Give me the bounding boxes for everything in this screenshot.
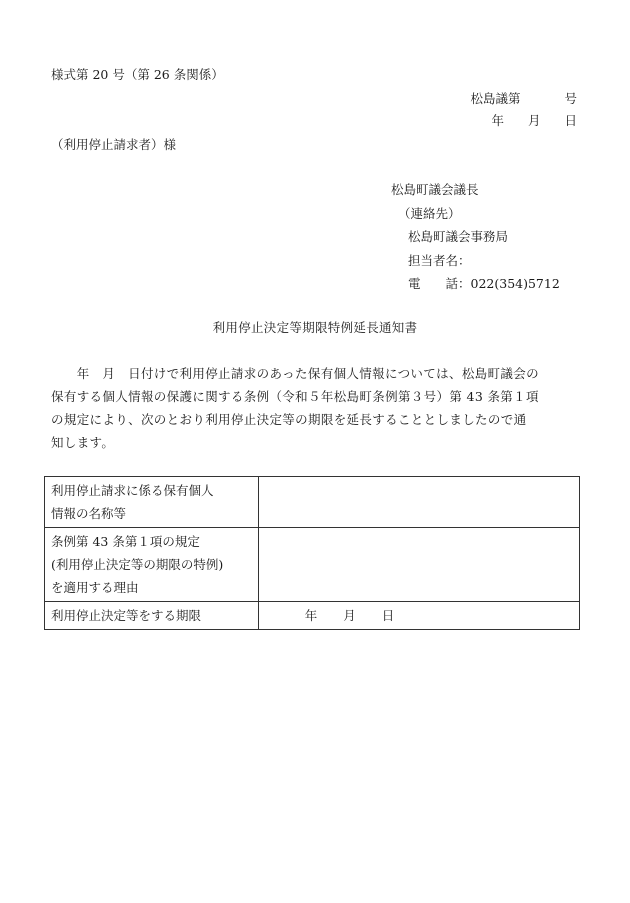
issue-date-year: 年 (491, 113, 504, 128)
contact-label: （連絡先） (398, 205, 461, 221)
document-number-prefix: 松島議第 (470, 91, 521, 106)
body-paragraph (51, 362, 581, 454)
row-value-blank (258, 528, 579, 602)
label-line: 利用停止請求に係る保有個人 (51, 483, 214, 498)
body-line: の規定により、次のとおり利用停止決定等の期限を延長することとしましたので通 (51, 412, 527, 427)
label-line: 情報の名称等 (51, 506, 127, 521)
contact-phone: 電 話：022(354)5712 (408, 276, 560, 291)
label-line: (利用停止決定等の期限の特例) (51, 557, 224, 572)
issue-date-day: 日 (564, 113, 577, 128)
issue-date (491, 113, 577, 129)
issue-date-month: 月 (527, 113, 541, 128)
deadline-day: 日 (381, 608, 395, 623)
body-line: 知します。 (51, 435, 115, 450)
deadline-year: 年 (304, 608, 318, 623)
document-title: 利用停止決定等期限特例延長通知書 (212, 320, 418, 335)
document-number (470, 91, 577, 107)
deadline-date (258, 602, 579, 630)
label-line: を適用する理由 (51, 580, 139, 595)
sender-block (391, 182, 560, 300)
sender-name: 松島町議会議長 (391, 182, 479, 197)
row-value-blank (258, 477, 579, 528)
recipient: （利用停止請求者）様 (51, 137, 177, 152)
contact-office: 松島町議会事務局 (408, 229, 509, 244)
row-label (45, 528, 259, 602)
label-line: 利用停止決定等をする期限 (51, 608, 202, 623)
row-label (45, 602, 259, 630)
table-row (45, 602, 580, 630)
body-line: 年 月 日付けで利用停止請求のあった保有個人情報については、松島町議会の (51, 366, 539, 381)
label-line: 条例第 43 条第１項の規定 (51, 534, 200, 549)
form-number: 様式第 20 号（第 26 条関係） (51, 67, 224, 82)
contact-person: 担当者名： (408, 252, 471, 268)
table-row (45, 477, 580, 528)
row-label (45, 477, 259, 528)
document-number-suffix: 号 (564, 91, 577, 106)
body-line: 保有する個人情報の保護に関する条例（令和５年松島町条例第３号）第 43 条第１項 (51, 389, 539, 404)
deadline-month: 月 (343, 608, 356, 623)
info-table (44, 476, 580, 630)
table-row (45, 528, 580, 602)
